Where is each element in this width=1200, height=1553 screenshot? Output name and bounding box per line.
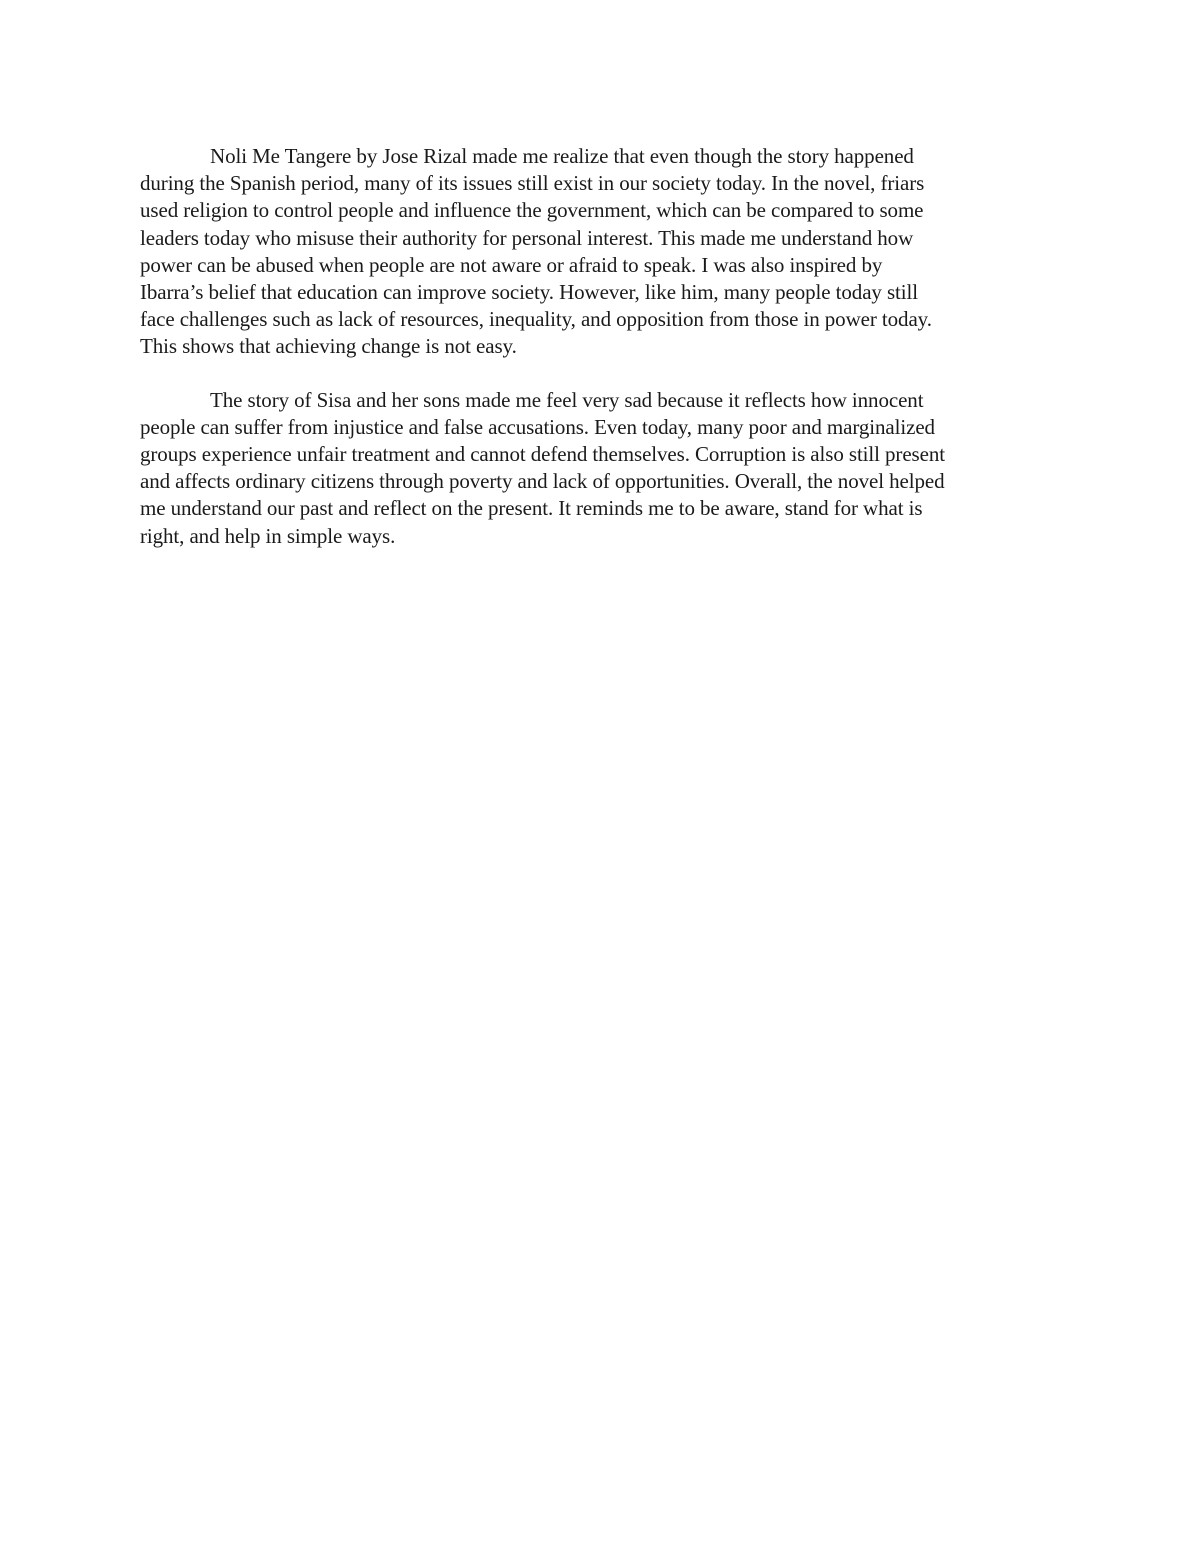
paragraph-2: The story of Sisa and her sons made me feel very sad because it reflects how innocent people can suffer from injustice and false accusations. Even today, many poor and marginalized groups experience unfair treatment and cannot defend themselves. Corruption is also still present and affects ordinary citizens through poverty and lack of opportunities. Overall, the novel helped me understand our past and reflect on the present. It reminds me to be aware, stand for what is right, and help in simple ways.	[140, 387, 945, 548]
document-body	[140, 143, 1062, 550]
paragraph-1: Noli Me Tangere by Jose Rizal made me realize that even though the story happened during the Spanish period, many of its issues still exist in our society today. In the novel, friars used religion to control people and influence the government, which can be compared to some leaders today who misuse their authority for personal interest. This made me understand how power can be abused when people are not aware or afraid to speak. I was also inspired by Ibarra’s belief that education can improve society. However, like him, many people today still face challenges such as lack of resources, inequality, and opposition from those in power today. This shows that achieving change is not easy.	[140, 144, 932, 359]
